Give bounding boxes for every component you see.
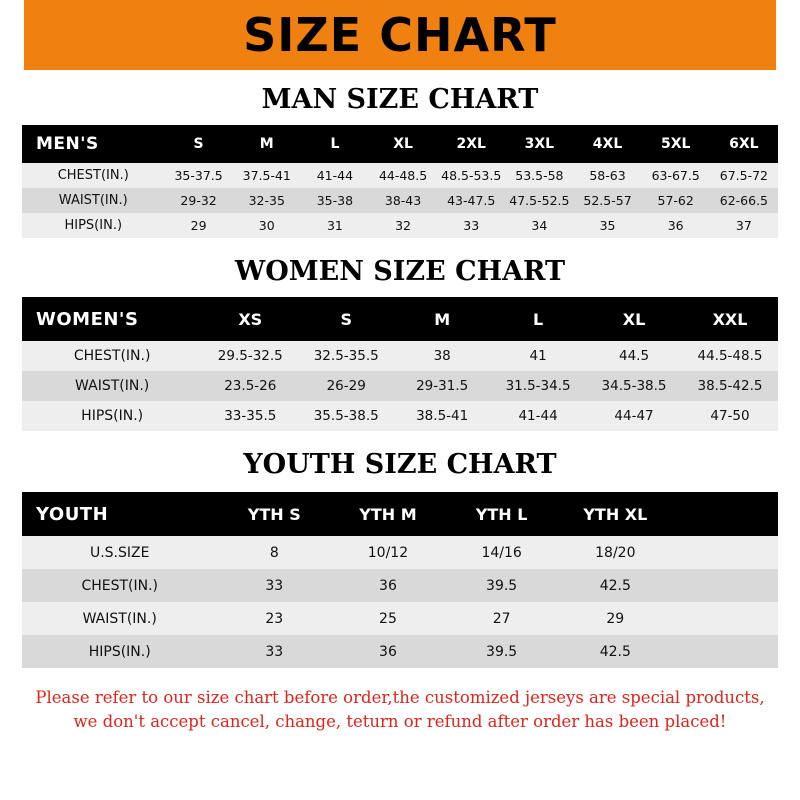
men-header-row bbox=[22, 125, 778, 163]
youth-r2c0: 23 bbox=[217, 602, 331, 635]
table-row bbox=[22, 569, 778, 602]
men-r0c5: 53.5-58 bbox=[505, 163, 573, 188]
table-row bbox=[22, 602, 778, 635]
women-r0c1: 32.5-35.5 bbox=[298, 341, 394, 371]
women-col-5: XXL bbox=[682, 297, 778, 341]
men-corner-label: MEN'S bbox=[22, 125, 165, 163]
women-corner-label: WOMEN'S bbox=[22, 297, 202, 341]
header-band-right-margin bbox=[776, 0, 800, 70]
women-header-row bbox=[22, 297, 778, 341]
youth-r3-spacer bbox=[672, 635, 778, 668]
table-row bbox=[22, 341, 778, 371]
youth-table-body bbox=[22, 536, 778, 668]
table-row bbox=[22, 371, 778, 401]
men-row-0-label: CHEST(IN.) bbox=[22, 163, 165, 188]
youth-size-table bbox=[22, 492, 778, 668]
women-r2c2: 38.5-41 bbox=[394, 401, 490, 431]
women-r2c5: 47-50 bbox=[682, 401, 778, 431]
women-r0c3: 41 bbox=[490, 341, 586, 371]
women-col-2: M bbox=[394, 297, 490, 341]
youth-r1c0: 33 bbox=[217, 569, 331, 602]
youth-r0c2: 14/16 bbox=[445, 536, 559, 569]
men-r0c1: 37.5-41 bbox=[233, 163, 301, 188]
men-r2c3: 32 bbox=[369, 213, 437, 238]
youth-header-row bbox=[22, 492, 778, 536]
women-r1c1: 26-29 bbox=[298, 371, 394, 401]
women-row-1-label: WAIST(IN.) bbox=[22, 371, 202, 401]
men-r2c4: 33 bbox=[437, 213, 505, 238]
women-r0c5: 44.5-48.5 bbox=[682, 341, 778, 371]
youth-r0c1: 10/12 bbox=[331, 536, 445, 569]
youth-r0-spacer bbox=[672, 536, 778, 569]
youth-r0c3: 18/20 bbox=[558, 536, 672, 569]
men-r1c2: 35-38 bbox=[301, 188, 369, 213]
men-r0c6: 58-63 bbox=[573, 163, 641, 188]
youth-r0c0: 8 bbox=[217, 536, 331, 569]
men-r2c0: 29 bbox=[165, 213, 233, 238]
men-col-6: 4XL bbox=[573, 125, 641, 163]
men-r1c0: 29-32 bbox=[165, 188, 233, 213]
men-size-table bbox=[22, 125, 778, 238]
table-row bbox=[22, 635, 778, 668]
men-col-7: 5XL bbox=[642, 125, 710, 163]
men-r2c7: 36 bbox=[642, 213, 710, 238]
women-col-4: XL bbox=[586, 297, 682, 341]
men-table-header bbox=[22, 125, 778, 163]
men-col-4: 2XL bbox=[437, 125, 505, 163]
women-r1c2: 29-31.5 bbox=[394, 371, 490, 401]
youth-section-title: YOUTH SIZE CHART bbox=[243, 449, 557, 480]
women-r1c4: 34.5-38.5 bbox=[586, 371, 682, 401]
men-r0c0: 35-37.5 bbox=[165, 163, 233, 188]
man-section-title: MAN SIZE CHART bbox=[261, 84, 539, 115]
youth-r3c0: 33 bbox=[217, 635, 331, 668]
men-col-8: 6XL bbox=[710, 125, 778, 163]
men-r2c5: 34 bbox=[505, 213, 573, 238]
table-row bbox=[22, 401, 778, 431]
men-col-3: XL bbox=[369, 125, 437, 163]
men-col-5: 3XL bbox=[505, 125, 573, 163]
youth-r2-spacer bbox=[672, 602, 778, 635]
men-row-1-label: WAIST(IN.) bbox=[22, 188, 165, 213]
women-col-3: L bbox=[490, 297, 586, 341]
men-r2c6: 35 bbox=[573, 213, 641, 238]
women-col-1: S bbox=[298, 297, 394, 341]
men-r0c4: 48.5-53.5 bbox=[437, 163, 505, 188]
women-col-0: XS bbox=[202, 297, 298, 341]
youth-row-3-label: HIPS(IN.) bbox=[22, 635, 217, 668]
men-col-1: M bbox=[233, 125, 301, 163]
men-r1c3: 38-43 bbox=[369, 188, 437, 213]
men-r2c1: 30 bbox=[233, 213, 301, 238]
women-r2c0: 33-35.5 bbox=[202, 401, 298, 431]
women-row-0-label: CHEST(IN.) bbox=[22, 341, 202, 371]
women-r1c3: 31.5-34.5 bbox=[490, 371, 586, 401]
men-r1c1: 32-35 bbox=[233, 188, 301, 213]
youth-r2c1: 25 bbox=[331, 602, 445, 635]
men-r1c8: 62-66.5 bbox=[710, 188, 778, 213]
youth-r3c1: 36 bbox=[331, 635, 445, 668]
men-col-0: S bbox=[165, 125, 233, 163]
men-r2c8: 37 bbox=[710, 213, 778, 238]
youth-r1c3: 42.5 bbox=[558, 569, 672, 602]
youth-col-1: YTH M bbox=[331, 492, 445, 536]
men-row-2-label: HIPS(IN.) bbox=[22, 213, 165, 238]
women-table-header bbox=[22, 297, 778, 341]
youth-col-3: YTH XL bbox=[558, 492, 672, 536]
men-r1c7: 57-62 bbox=[642, 188, 710, 213]
table-row bbox=[22, 536, 778, 569]
women-size-table bbox=[22, 297, 778, 431]
youth-col-0: YTH S bbox=[217, 492, 331, 536]
men-table-body bbox=[22, 163, 778, 238]
youth-row-0-label: U.S.SIZE bbox=[22, 536, 217, 569]
men-r0c8: 67.5-72 bbox=[710, 163, 778, 188]
women-r0c0: 29.5-32.5 bbox=[202, 341, 298, 371]
table-row bbox=[22, 188, 778, 213]
men-r0c3: 44-48.5 bbox=[369, 163, 437, 188]
women-r2c4: 44-47 bbox=[586, 401, 682, 431]
youth-row-2-label: WAIST(IN.) bbox=[22, 602, 217, 635]
youth-corner-label: YOUTH bbox=[22, 492, 217, 536]
table-row bbox=[22, 163, 778, 188]
youth-r2c2: 27 bbox=[445, 602, 559, 635]
header-band bbox=[0, 0, 800, 70]
women-section-title: WOMEN SIZE CHART bbox=[234, 256, 566, 287]
youth-r1-spacer bbox=[672, 569, 778, 602]
men-r1c6: 52.5-57 bbox=[573, 188, 641, 213]
youth-r3c2: 39.5 bbox=[445, 635, 559, 668]
men-r0c2: 41-44 bbox=[301, 163, 369, 188]
women-r0c2: 38 bbox=[394, 341, 490, 371]
women-r0c4: 44.5 bbox=[586, 341, 682, 371]
youth-r3c3: 42.5 bbox=[558, 635, 672, 668]
women-r2c1: 35.5-38.5 bbox=[298, 401, 394, 431]
youth-table-header bbox=[22, 492, 778, 536]
youth-col-2: YTH L bbox=[445, 492, 559, 536]
women-r1c0: 23.5-26 bbox=[202, 371, 298, 401]
table-row bbox=[22, 213, 778, 238]
footer-note-line-1: Please refer to our size chart before order,the customized jerseys are special products, bbox=[35, 688, 765, 707]
women-table-body bbox=[22, 341, 778, 431]
youth-col-spacer bbox=[672, 492, 778, 536]
youth-r1c2: 39.5 bbox=[445, 569, 559, 602]
youth-row-1-label: CHEST(IN.) bbox=[22, 569, 217, 602]
youth-r1c1: 36 bbox=[331, 569, 445, 602]
women-r2c3: 41-44 bbox=[490, 401, 586, 431]
footer-note bbox=[22, 686, 778, 734]
header-band-left-margin bbox=[0, 0, 24, 70]
men-r0c7: 63-67.5 bbox=[642, 163, 710, 188]
men-r1c4: 43-47.5 bbox=[437, 188, 505, 213]
page-title: SIZE CHART bbox=[243, 8, 557, 62]
women-row-2-label: HIPS(IN.) bbox=[22, 401, 202, 431]
youth-r2c3: 29 bbox=[558, 602, 672, 635]
men-r1c5: 47.5-52.5 bbox=[505, 188, 573, 213]
women-r1c5: 38.5-42.5 bbox=[682, 371, 778, 401]
men-r2c2: 31 bbox=[301, 213, 369, 238]
men-col-2: L bbox=[301, 125, 369, 163]
chart-content bbox=[0, 84, 800, 734]
footer-note-line-2: we don't accept cancel, change, teturn or refund after order has been placed! bbox=[73, 711, 727, 731]
